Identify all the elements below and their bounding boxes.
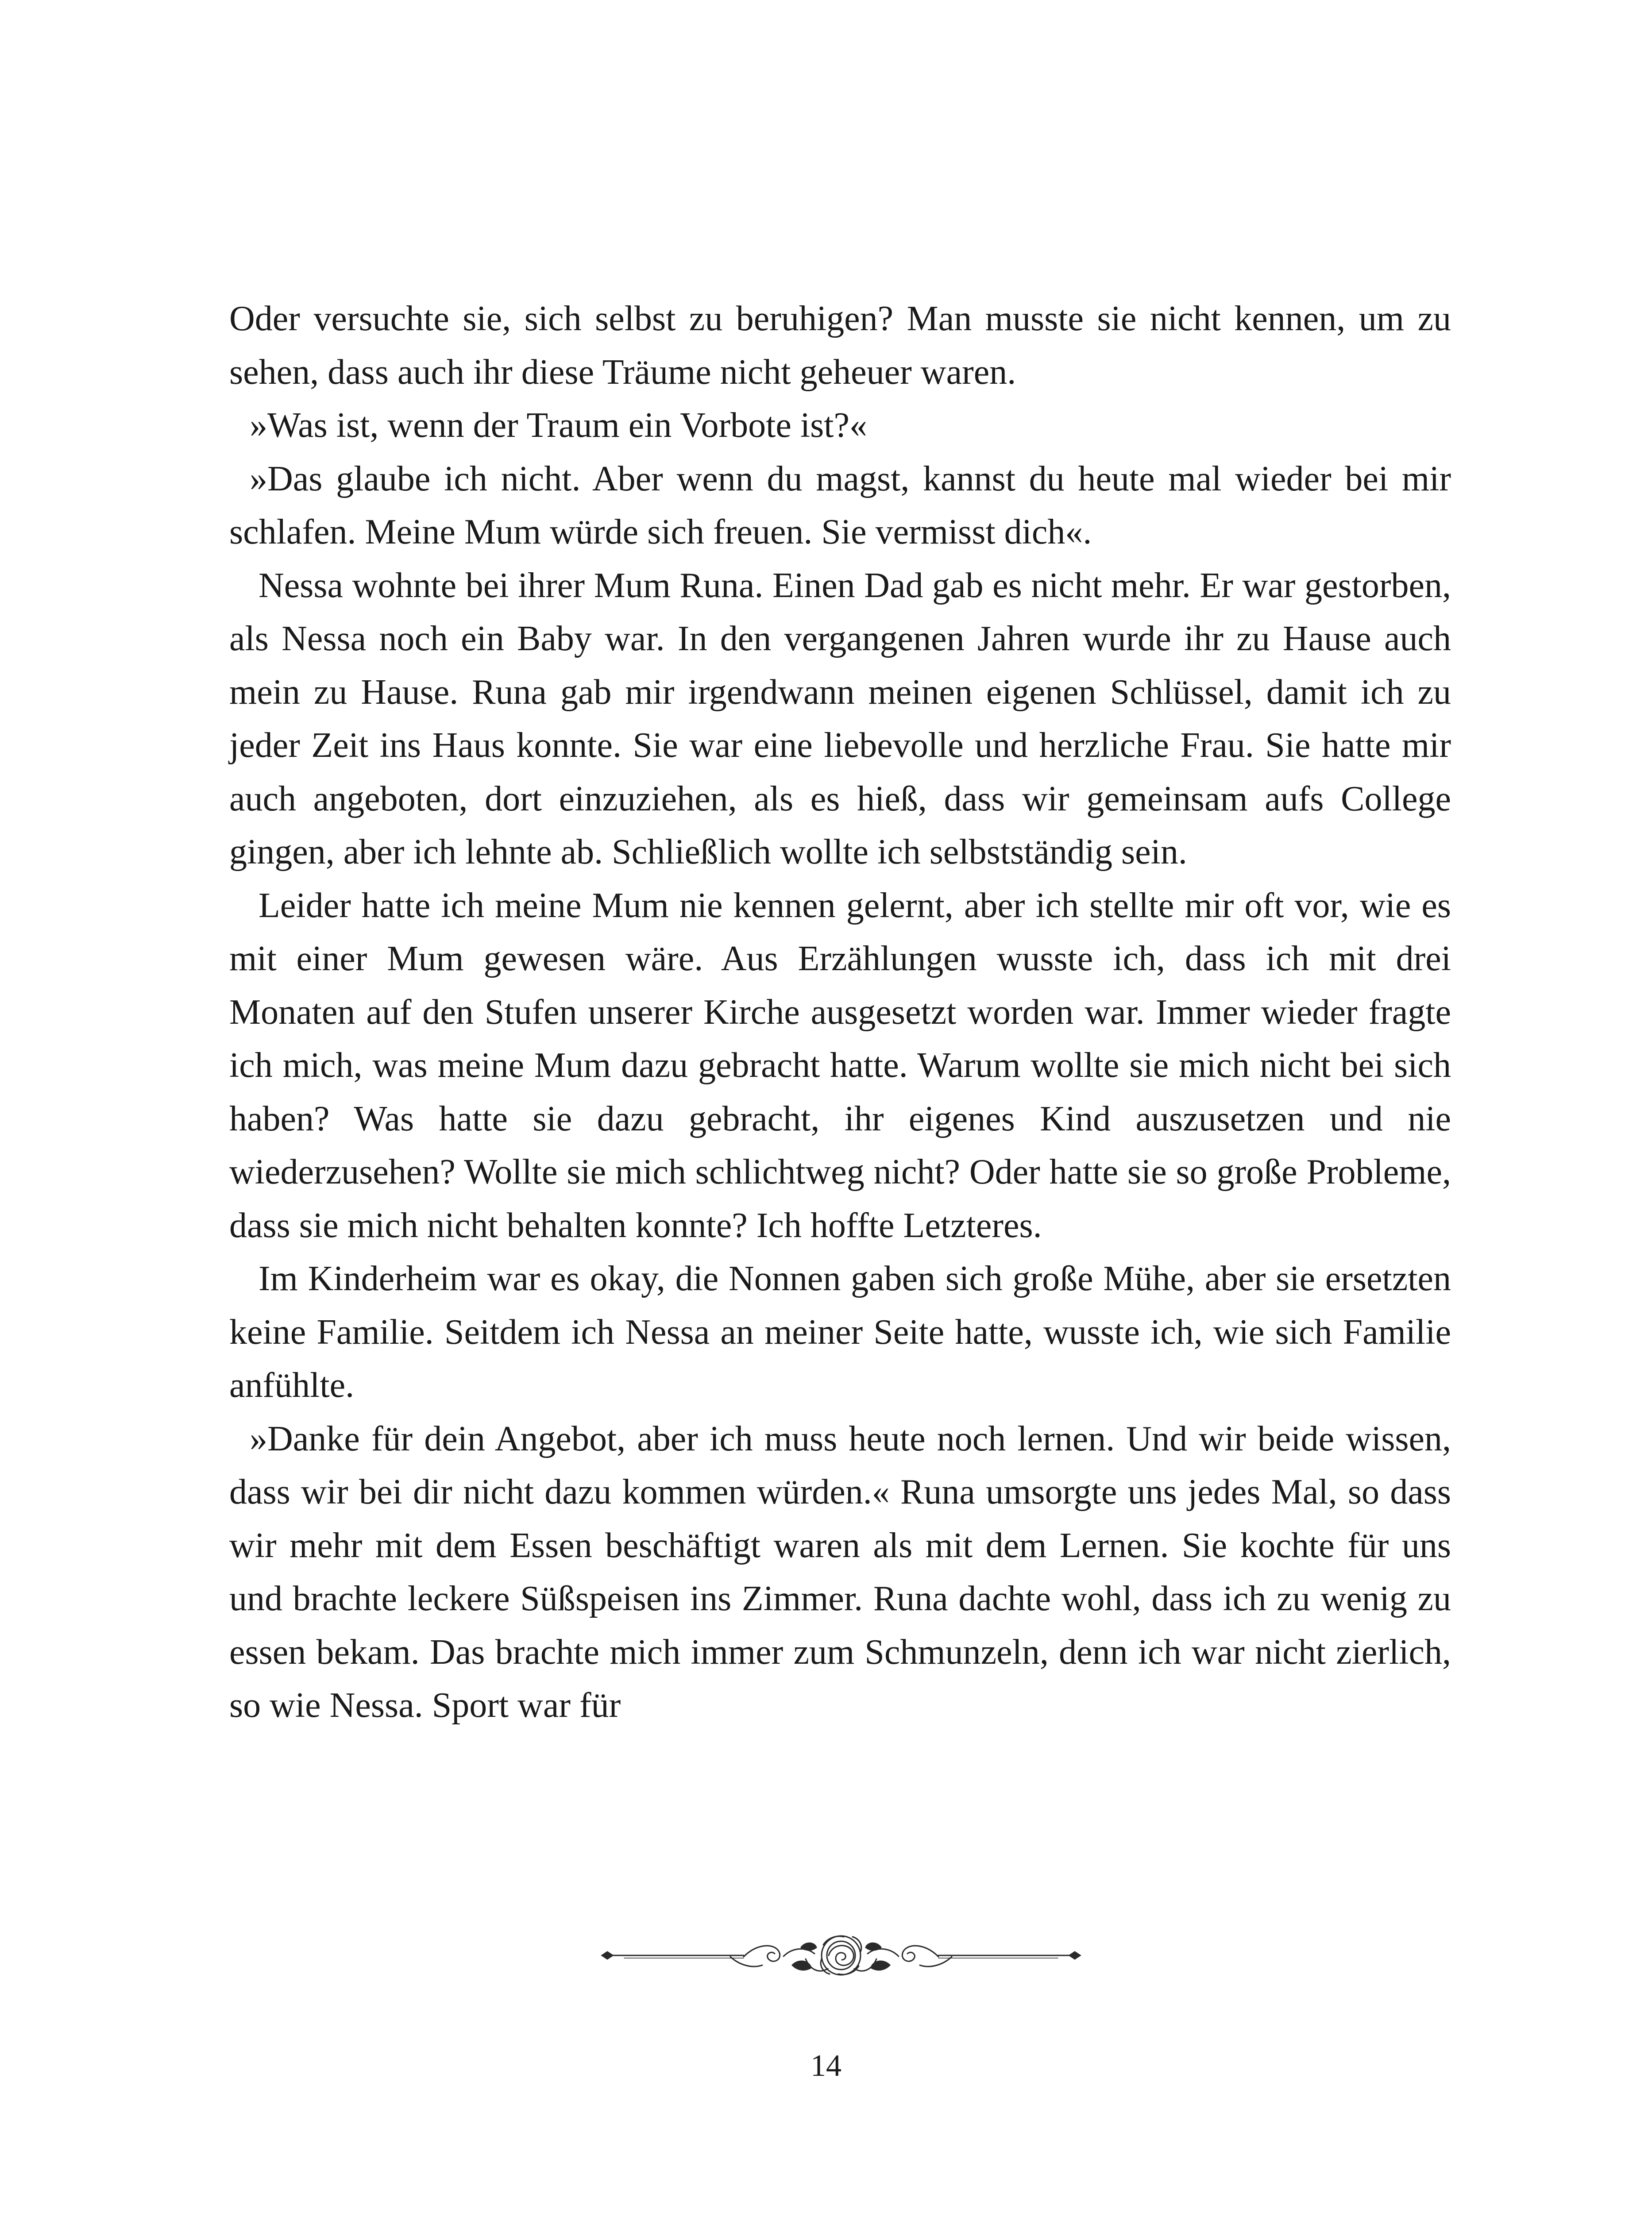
body-text xyxy=(229,292,1451,1732)
paragraph-2: »Was ist, wenn der Traum ein Vorbote ist?« xyxy=(250,406,867,445)
paragraph-1: Oder versuchte sie, sich selbst zu beruhigen? Man musste sie nicht kennen, um zu sehen, dass auch ihr diese Träume nicht geheuer waren. xyxy=(229,299,1451,392)
paragraph-7: »Danke für dein Angebot, aber ich muss heute noch lernen. Und wir beide wissen, dass wir bei dir nicht dazu kommen würden.« Runa umsorgte uns jedes Mal, so dass wir mehr mit dem Essen beschäftigt waren als mit dem Lernen. Sie kochte für uns und brachte leckere Süßspeisen ins Zimmer. Runa dachte wohl, dass ich zu wenig zu essen bekam. Das brachte mich immer zum Schmunzeln, denn ich war nicht zierlich, so wie Nessa. Sport war für xyxy=(229,1419,1451,1725)
page-number: 14 xyxy=(811,2049,841,2083)
paragraph-5: Leider hatte ich meine Mum nie kennen gelernt, aber ich stellte mir oft vor, wie es mit einer Mum gewesen wäre. Aus Erzählungen wusste ich, dass ich mit drei Monaten auf den Stufen unserer Kirche ausgesetzt worden war. Immer wieder fragte ich mich, was meine Mum dazu gebracht hatte. Warum wollte sie mich nicht bei sich haben? Was hatte sie dazu gebracht, ihr eigenes Kind auszusetzen und nie wiederzusehen? Wollte sie mich schlichtweg nicht? Oder hatte sie so große Probleme, dass sie mich nicht behalten konnte? Ich hoffte Letzteres. xyxy=(229,886,1451,1245)
paragraph-3: »Das glaube ich nicht. Aber wenn du magst, kannst du heute mal wieder bei mir schlafen. Meine Mum würde sich freuen. Sie vermisst dich«. xyxy=(229,459,1451,551)
rose-flourish-ornament-icon xyxy=(598,1916,1085,2005)
paragraph-6: Im Kinderheim war es okay, die Nonnen gaben sich große Mühe, aber sie ersetzten keine Familie. Seitdem ich Nessa an meiner Seite hatte, wusste ich, wie sich Familie anfühlte. xyxy=(229,1259,1451,1405)
paragraph-4: Nessa wohnte bei ihrer Mum Runa. Einen Dad gab es nicht mehr. Er war gestorben, als Nessa noch ein Baby war. In den vergangenen Jahren wurde ihr zu Hause auch mein zu Hause. Runa gab mir irgendwann meinen eigenen Schlüssel, damit ich zu jeder Zeit ins Haus konnte. Sie war eine liebevolle und herzliche Frau. Sie hatte mir auch angeboten, dort einzuziehen, als es hieß, dass wir gemeinsam aufs College gingen, aber ich lehnte ab. Schließlich wollte ich selbstständig sein. xyxy=(229,566,1451,871)
